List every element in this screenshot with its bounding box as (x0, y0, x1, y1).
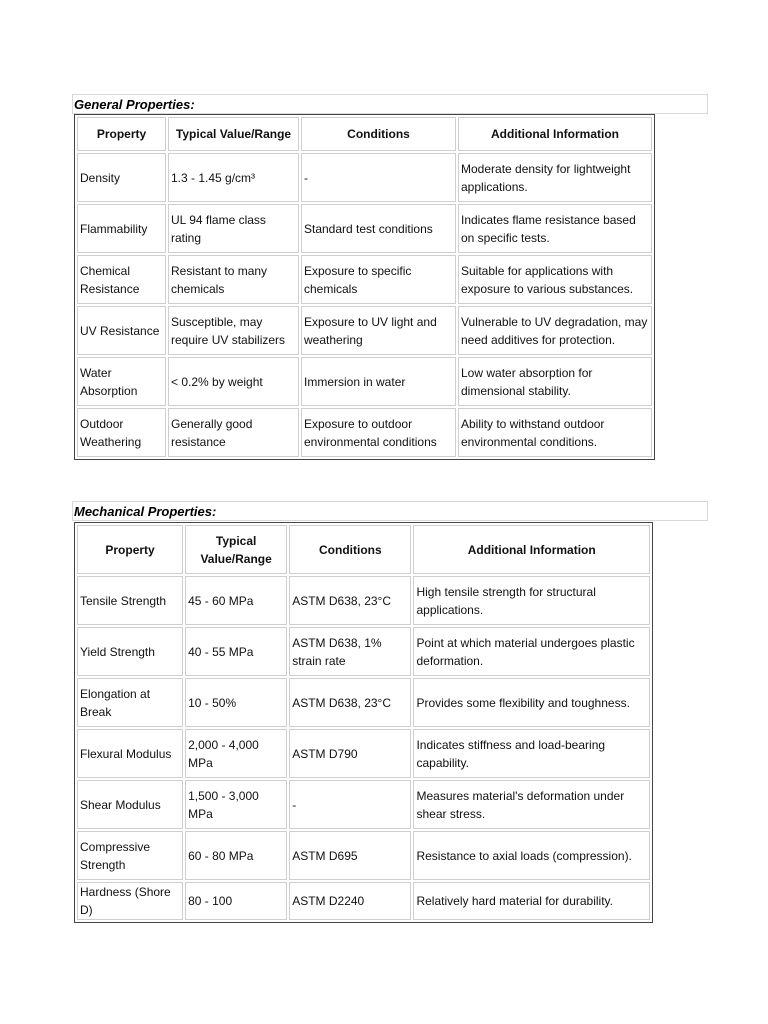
table-row (77, 576, 650, 625)
header-additional-info: Additional Information (413, 525, 650, 574)
table-row (77, 831, 650, 880)
cell-property: Hardness (Shore D) (77, 882, 183, 920)
cell-value: Susceptible, may require UV stabilizers (168, 306, 299, 355)
cell-conditions: Standard test conditions (301, 204, 456, 253)
cell-conditions: - (289, 780, 411, 829)
cell-conditions: - (301, 153, 456, 202)
table-row (77, 627, 650, 676)
cell-value: 1.3 - 1.45 g/cm³ (168, 153, 299, 202)
cell-info: Resistance to axial loads (compression). (413, 831, 650, 880)
cell-value: 2,000 - 4,000 MPa (185, 729, 287, 778)
cell-value: 10 - 50% (185, 678, 287, 727)
cell-value: Resistant to many chemicals (168, 255, 299, 304)
cell-value: 40 - 55 MPa (185, 627, 287, 676)
mechanical-properties-title: Mechanical Properties: (74, 504, 217, 519)
mechanical-properties-title-bar (72, 501, 708, 521)
cell-property: Chemical Resistance (77, 255, 166, 304)
header-additional-info: Additional Information (458, 117, 652, 151)
header-typical-value: Typical Value/Range (168, 117, 299, 151)
header-property: Property (77, 117, 166, 151)
mechanical-properties-table (74, 522, 653, 923)
cell-info: Moderate density for lightweight applications. (458, 153, 652, 202)
cell-info: Measures material's deformation under shear stress. (413, 780, 650, 829)
cell-value: Generally good resistance (168, 408, 299, 457)
cell-conditions: Exposure to outdoor environmental conditions (301, 408, 456, 457)
cell-conditions: ASTM D2240 (289, 882, 411, 920)
table-row (77, 780, 650, 829)
header-property: Property (77, 525, 183, 574)
cell-conditions: ASTM D638, 23°C (289, 576, 411, 625)
cell-info: Indicates flame resistance based on specific tests. (458, 204, 652, 253)
cell-value: 60 - 80 MPa (185, 831, 287, 880)
cell-conditions: ASTM D695 (289, 831, 411, 880)
cell-info: Suitable for applications with exposure to various substances. (458, 255, 652, 304)
cell-property: Yield Strength (77, 627, 183, 676)
header-conditions: Conditions (301, 117, 456, 151)
cell-info: Vulnerable to UV degradation, may need additives for protection. (458, 306, 652, 355)
table-row (77, 153, 652, 202)
cell-property: Density (77, 153, 166, 202)
cell-value: 1,500 - 3,000 MPa (185, 780, 287, 829)
cell-conditions: ASTM D638, 23°C (289, 678, 411, 727)
cell-property: Tensile Strength (77, 576, 183, 625)
cell-property: Elongation at Break (77, 678, 183, 727)
header-conditions: Conditions (289, 525, 411, 574)
cell-conditions: Exposure to specific chemicals (301, 255, 456, 304)
cell-value: 45 - 60 MPa (185, 576, 287, 625)
cell-conditions: ASTM D638, 1% strain rate (289, 627, 411, 676)
cell-value: 80 - 100 (185, 882, 287, 920)
table-row (77, 882, 650, 920)
cell-property: Outdoor Weathering (77, 408, 166, 457)
table-row (77, 678, 650, 727)
cell-info: Relatively hard material for durability. (413, 882, 650, 920)
cell-info: Provides some flexibility and toughness. (413, 678, 650, 727)
table-row (77, 357, 652, 406)
cell-conditions: Immersion in water (301, 357, 456, 406)
cell-property: Flexural Modulus (77, 729, 183, 778)
table-row (77, 729, 650, 778)
cell-conditions: ASTM D790 (289, 729, 411, 778)
cell-info: Point at which material undergoes plastic deformation. (413, 627, 650, 676)
table-row (77, 306, 652, 355)
cell-property: Flammability (77, 204, 166, 253)
cell-info: Indicates stiffness and load-bearing capability. (413, 729, 650, 778)
general-properties-title-bar (72, 94, 708, 114)
cell-conditions: Exposure to UV light and weathering (301, 306, 456, 355)
cell-property: Compressive Strength (77, 831, 183, 880)
cell-info: Ability to withstand outdoor environmental conditions. (458, 408, 652, 457)
cell-property: Shear Modulus (77, 780, 183, 829)
table-row (77, 408, 652, 457)
cell-property: Water Absorption (77, 357, 166, 406)
cell-value: < 0.2% by weight (168, 357, 299, 406)
cell-info: Low water absorption for dimensional stability. (458, 357, 652, 406)
table-row (77, 255, 652, 304)
general-properties-table (74, 114, 655, 460)
general-properties-title: General Properties: (74, 97, 195, 112)
header-typical-value: Typical Value/Range (185, 525, 287, 574)
cell-property: UV Resistance (77, 306, 166, 355)
table-header-row (77, 525, 650, 574)
cell-value: UL 94 flame class rating (168, 204, 299, 253)
table-header-row (77, 117, 652, 151)
table-row (77, 204, 652, 253)
cell-info: High tensile strength for structural applications. (413, 576, 650, 625)
